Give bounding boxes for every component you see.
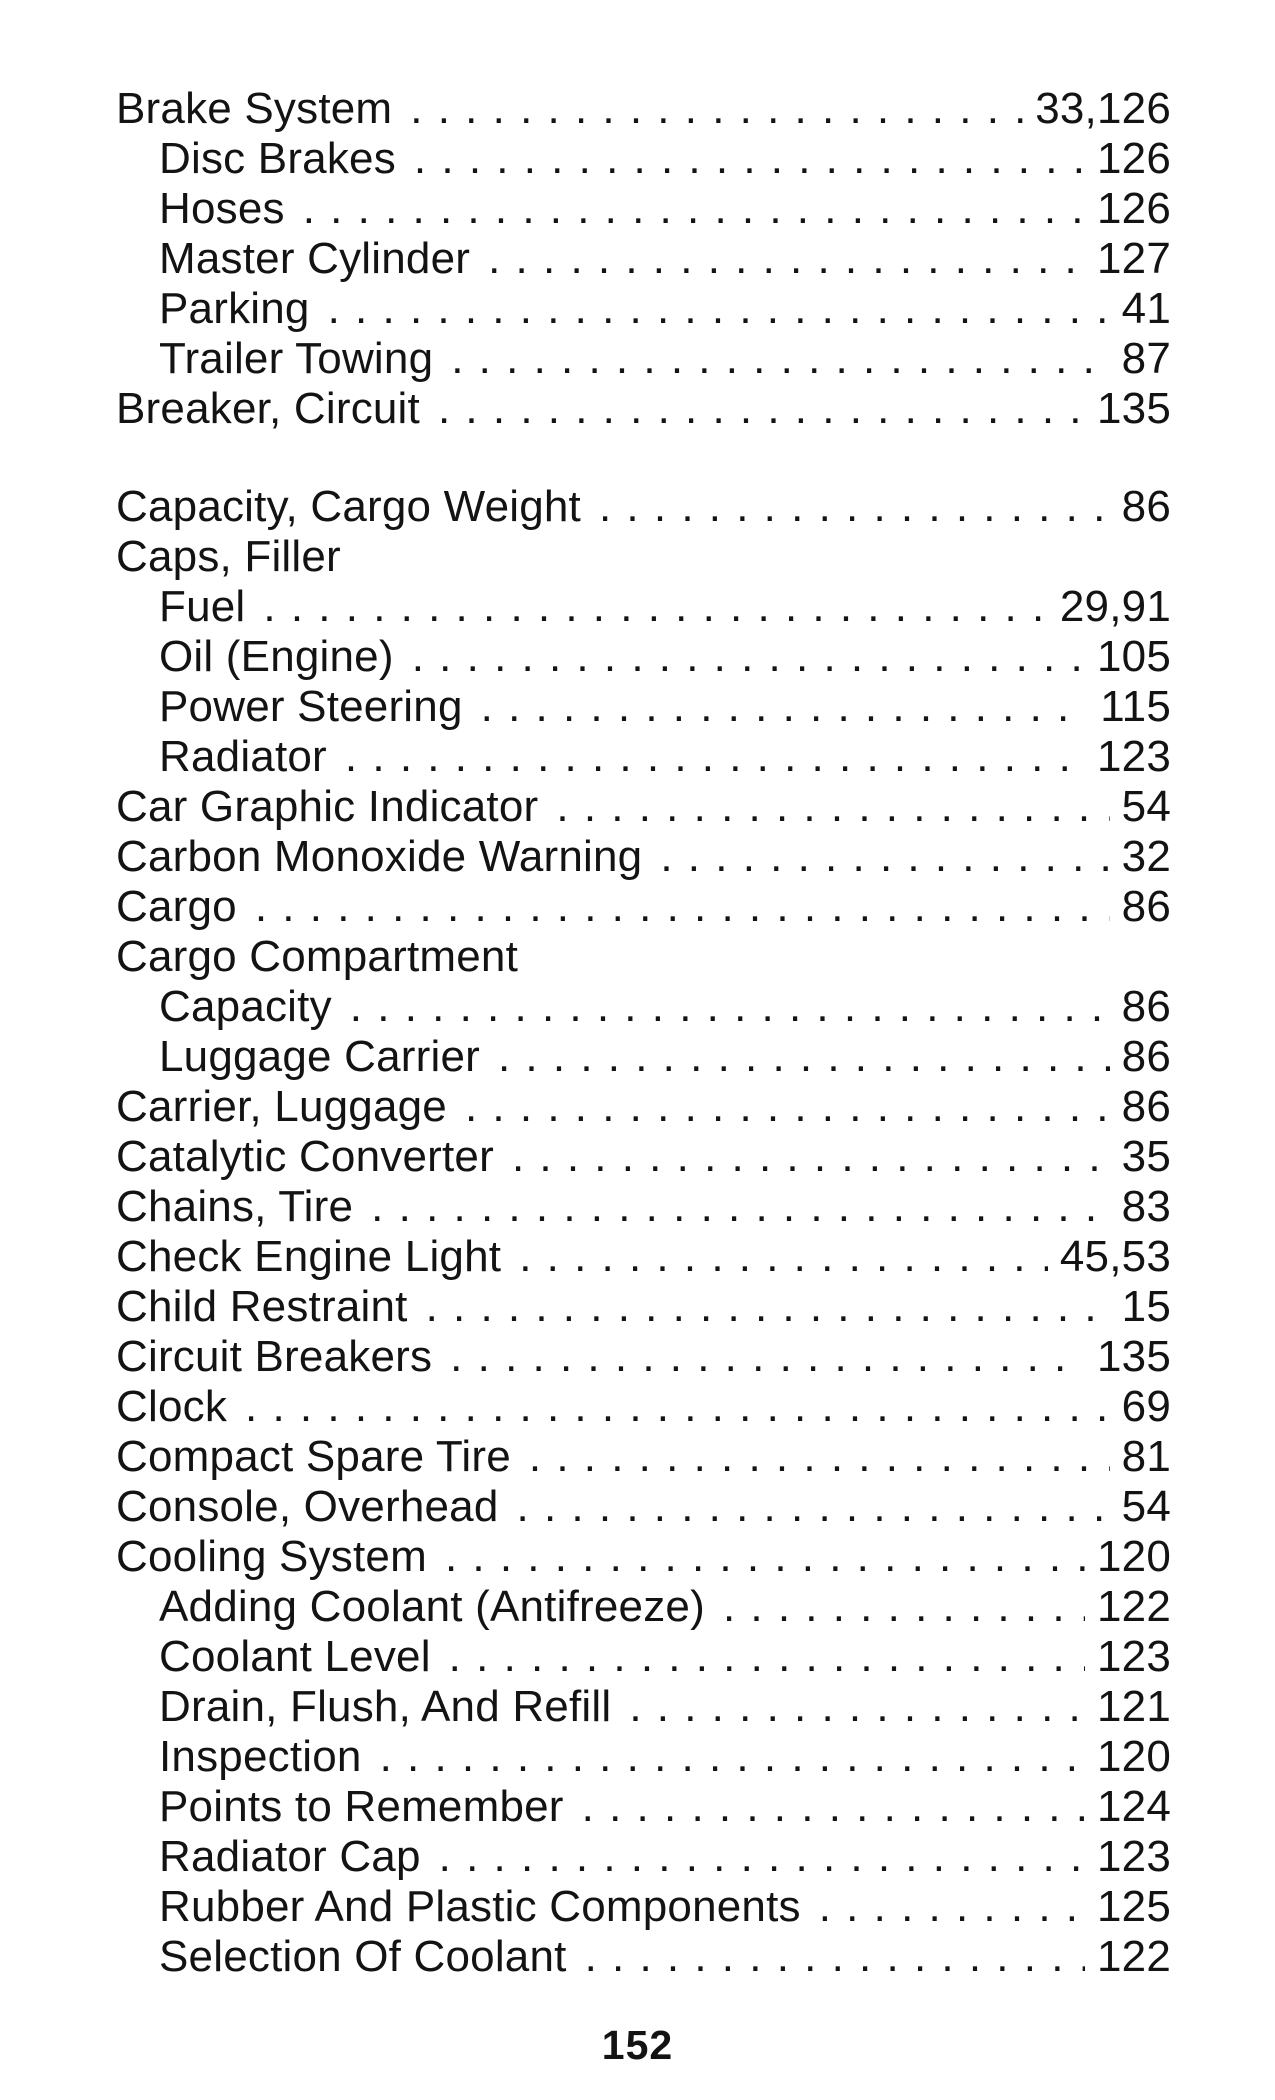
index-entry [116,1882,1171,1932]
dot-leader [449,1632,1085,1682]
entry-label: Clock [116,1382,228,1431]
dot-leader [426,1282,1110,1332]
dot-leader [438,384,1085,434]
dot-leader [245,1382,1110,1432]
index-entry [116,732,1171,782]
entry-page-number: 135 [1096,384,1171,433]
dot-leader [629,1682,1085,1732]
dot-leader [410,84,1023,134]
entry-page-number: 33,126 [1035,84,1171,133]
dot-leader [481,682,1089,732]
index-entry [116,1582,1171,1632]
entry-page-number: 121 [1096,1682,1171,1731]
entry-page-number: 123 [1096,732,1171,781]
entry-label: Power Steering [159,682,463,731]
index-entry [116,1432,1171,1482]
index-entry [116,482,1171,532]
entry-page-number: 123 [1096,1832,1171,1881]
entry-label: Check Engine Light [116,1232,502,1281]
index-entry [116,1082,1171,1132]
index-entry [116,1382,1171,1432]
entry-label: Catalytic Converter [116,1132,494,1181]
index-entry [116,782,1171,832]
dot-leader [660,832,1109,882]
entry-page-number: 125 [1096,1882,1171,1931]
entry-label: Capacity [159,982,332,1031]
entry-page-number: 126 [1096,134,1171,183]
entry-page-number: 86 [1121,1032,1171,1081]
entry-label: Caps, Filler [116,532,341,581]
entry-label: Console, Overhead [116,1482,499,1531]
index-entry [116,1832,1171,1882]
index-entry [116,1132,1171,1182]
dot-leader [350,982,1110,1032]
dot-leader [819,1882,1085,1932]
dot-leader [303,184,1085,234]
entry-label: Oil (Engine) [159,632,394,681]
entry-label: Inspection [159,1732,362,1781]
index-entry [116,384,1171,434]
dot-leader [414,134,1085,184]
dot-leader [582,1782,1085,1832]
entry-page-number: 86 [1121,882,1171,931]
dot-leader [723,1582,1085,1632]
entry-page-number: 29,91 [1059,582,1171,631]
entry-label: Brake System [116,84,393,133]
entry-label: Coolant Level [159,1632,431,1681]
dot-leader [255,882,1110,932]
index-entries [116,84,1171,1982]
entry-label: Carrier, Luggage [116,1082,447,1131]
dot-leader [263,582,1047,632]
entry-label: Trailer Towing [159,334,434,383]
entry-page-number: 120 [1096,1732,1171,1781]
dot-leader [451,334,1109,384]
entry-page-number: 86 [1121,982,1171,1031]
index-entry [116,1232,1171,1282]
index-entry [116,582,1171,632]
entry-page-number: 86 [1121,1082,1171,1131]
dot-leader [445,1532,1085,1582]
dot-leader [450,1332,1085,1382]
entry-label: Disc Brakes [159,134,396,183]
entry-page-number: 86 [1121,482,1171,531]
index-entry [116,1782,1171,1832]
dot-leader [439,1832,1085,1882]
entry-label: Cargo Compartment [116,932,518,981]
index-entry [116,334,1171,384]
index-entry [116,234,1171,284]
entry-label: Radiator Cap [159,1832,421,1881]
dot-leader [512,1132,1110,1182]
dot-leader [371,1182,1109,1232]
entry-label: Points to Remember [159,1782,564,1831]
dot-leader [488,234,1085,284]
index-entry [116,84,1171,134]
entry-page-number: 122 [1096,1932,1171,1981]
index-entry [116,1182,1171,1232]
entry-label: Rubber And Plastic Components [159,1882,801,1931]
index-entry [116,1732,1171,1782]
entry-label: Radiator [159,732,327,781]
entry-label: Car Graphic Indicator [116,782,539,831]
index-entry [116,1632,1171,1682]
entry-page-number: 45,53 [1059,1232,1171,1281]
index-entry [116,284,1171,334]
entry-page-number: 69 [1121,1382,1171,1431]
entry-page-number: 35 [1121,1132,1171,1181]
dot-leader [585,1932,1085,1982]
index-entry [116,882,1171,932]
entry-page-number: 120 [1096,1532,1171,1581]
page-number: 152 [601,2022,674,2068]
entry-label: Chains, Tire [116,1182,354,1231]
index-entry [116,982,1171,1032]
dot-leader [465,1082,1110,1132]
dot-leader [519,1232,1048,1282]
entry-page-number: 135 [1096,1332,1171,1381]
entry-label: Child Restraint [116,1282,408,1331]
index-entry [116,632,1171,682]
index-entry [116,832,1171,882]
entry-label: Compact Spare Tire [116,1432,511,1481]
index-entry [116,532,1171,582]
index-entry [116,1282,1171,1332]
entry-label: Selection Of Coolant [159,1932,567,1981]
entry-label: Master Cylinder [159,234,471,283]
entry-label: Capacity, Cargo Weight [116,482,581,531]
dot-leader [345,732,1085,782]
index-entry [116,1532,1171,1582]
index-entry [116,1332,1171,1382]
entry-label: Cooling System [116,1532,427,1581]
entry-page-number: 32 [1121,832,1171,881]
entry-page-number: 81 [1121,1432,1171,1481]
entry-page-number: 123 [1096,1632,1171,1681]
index-entry [116,134,1171,184]
index-entry [116,1032,1171,1082]
entry-page-number: 127 [1096,234,1171,283]
entry-page-number: 54 [1121,1482,1171,1531]
entry-label: Luggage Carrier [159,1032,480,1081]
dot-leader [498,1032,1110,1082]
entry-label: Carbon Monoxide Warning [116,832,643,881]
entry-page-number: 83 [1121,1182,1171,1231]
entry-page-number: 122 [1096,1582,1171,1631]
entry-label: Fuel [159,582,246,631]
dot-leader [599,482,1110,532]
entry-page-number: 126 [1096,184,1171,233]
index-entry [116,1682,1171,1732]
entry-page-number: 87 [1121,334,1171,383]
index-entry [116,682,1171,732]
entry-page-number: 41 [1121,284,1171,333]
dot-leader [412,632,1085,682]
index-entry [116,184,1171,234]
entry-page-number: 54 [1121,782,1171,831]
entry-label: Drain, Flush, And Refill [159,1682,612,1731]
entry-label: Circuit Breakers [116,1332,433,1381]
index-entry [116,1482,1171,1532]
index-entry [116,932,1171,982]
entry-label: Hoses [159,184,285,233]
entry-page-number: 15 [1121,1282,1171,1331]
dot-leader [529,1432,1110,1482]
dot-leader [517,1482,1110,1532]
entry-label: Breaker, Circuit [116,384,420,433]
dot-leader [328,284,1110,334]
entry-label: Parking [159,284,310,333]
dot-leader [380,1732,1085,1782]
entry-page-number: 105 [1096,632,1171,681]
entry-page-number: 124 [1096,1782,1171,1831]
dot-leader [556,782,1109,832]
entry-page-number: 115 [1100,682,1171,731]
entry-label: Cargo [116,882,237,931]
index-entry [116,1932,1171,1982]
entry-label: Adding Coolant (Antifreeze) [159,1582,705,1631]
